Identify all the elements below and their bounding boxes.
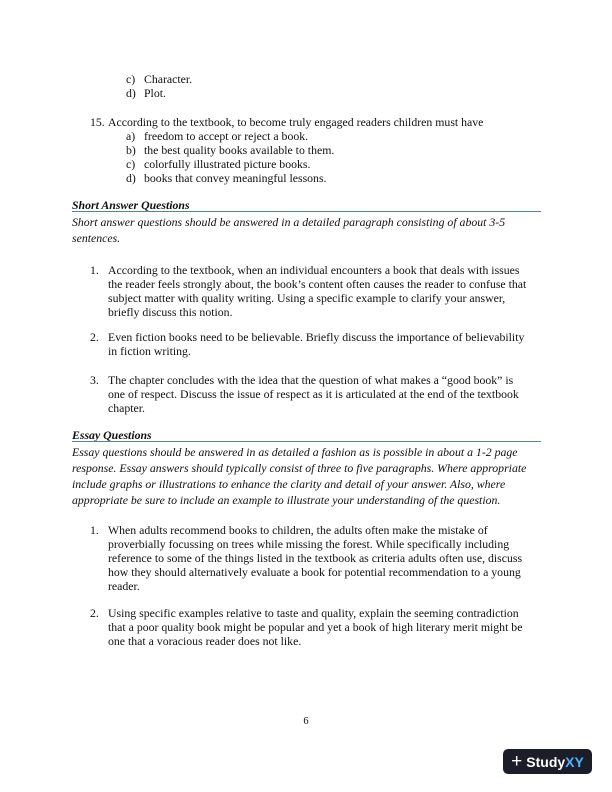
question-line: Using specific examples relative to taste and quality, explain the seeming contradiction [108,606,519,620]
question-line: one that a voracious reader does not like. [108,634,302,648]
option-text: Plot. [144,86,166,100]
question-number: 2. [90,330,99,344]
question-line: in fiction writing. [108,344,191,358]
question-line: Even fiction books need to be believable. Briefly discuss the importance of believability [108,330,525,344]
section-heading-essay: Essay Questions [72,428,152,442]
question-line: When adults recommend books to children, the adults often make the mistake of [108,523,488,537]
logo-text-study: Study [526,753,566,770]
question-line: chapter. [108,401,146,415]
option-text: freedom to accept or reject a book. [144,129,309,143]
question-line: that a poor quality book might be popular and yet a book of high literary merit might be [108,620,523,634]
section-rule [72,441,541,442]
option-text: Character. [144,72,193,86]
option-letter: d) [126,86,136,100]
question-line: proverbially focussing on trees while missing the forest. While specifically including [108,537,510,551]
question-line: how they should alternatively evaluate a book for potential recommendation to a young [108,565,521,579]
question-line: reader. [108,579,140,593]
question-line: According to the textbook, when an individual encounters a book that deals with issues [108,263,520,277]
section-intro: appropriate be sure to include an example to illustrate your understanding of the question. [72,493,501,507]
option-text: colorfully illustrated picture books. [144,157,311,171]
option-letter: a) [126,129,136,143]
question-number: 1. [90,523,99,537]
question-line: the reader feels strongly about, the book’s content often causes the reader to confuse that [108,277,527,291]
section-intro: include graphs or illustrations to enhance the clarity and detail of your answer. Also, where [72,477,506,491]
option-text: the best quality books available to them. [144,143,335,157]
question-line: reference to some of the things listed in the textbook as criteria adults often use, discuss [108,551,523,565]
section-intro: sentences. [72,231,121,245]
page-number: 6 [303,716,309,727]
question-number: 2. [90,606,99,620]
question-text: According to the textbook, to become truly engaged readers children must have [108,115,484,129]
option-letter: c) [126,72,136,86]
section-rule [72,211,541,212]
logo-text-xy: XY [565,753,584,770]
question-line: briefly discuss this notion. [108,305,233,319]
section-heading-short-answer: Short Answer Questions [72,198,190,212]
question-number: 15. [90,115,105,129]
question-number: 1. [90,263,99,277]
section-intro: response. Essay answers should typically consist of three to five paragraphs. Where appropriate [72,461,527,475]
option-letter: d) [126,171,136,185]
question-line: The chapter concludes with the idea that the question of what makes a “good book” is [108,373,514,387]
studyxy-logo[interactable] [503,749,592,774]
option-text: books that convey meaningful lessons. [144,171,327,185]
option-letter: c) [126,157,136,171]
question-line: subject matter with quality writing. Using a specific example to clarify your answer, [108,291,506,305]
question-number: 3. [90,373,99,387]
question-line: one of respect. Discuss the issue of respect as it is articulated at the end of the textbook [108,387,519,401]
section-intro: Short answer questions should be answered in a detailed paragraph consisting of about 3-5 [72,215,506,229]
section-intro: Essay questions should be answered in as detailed a fashion as is possible in about a 1-2 page [72,445,518,459]
plus-icon: + [511,751,523,772]
option-letter: b) [126,143,136,157]
